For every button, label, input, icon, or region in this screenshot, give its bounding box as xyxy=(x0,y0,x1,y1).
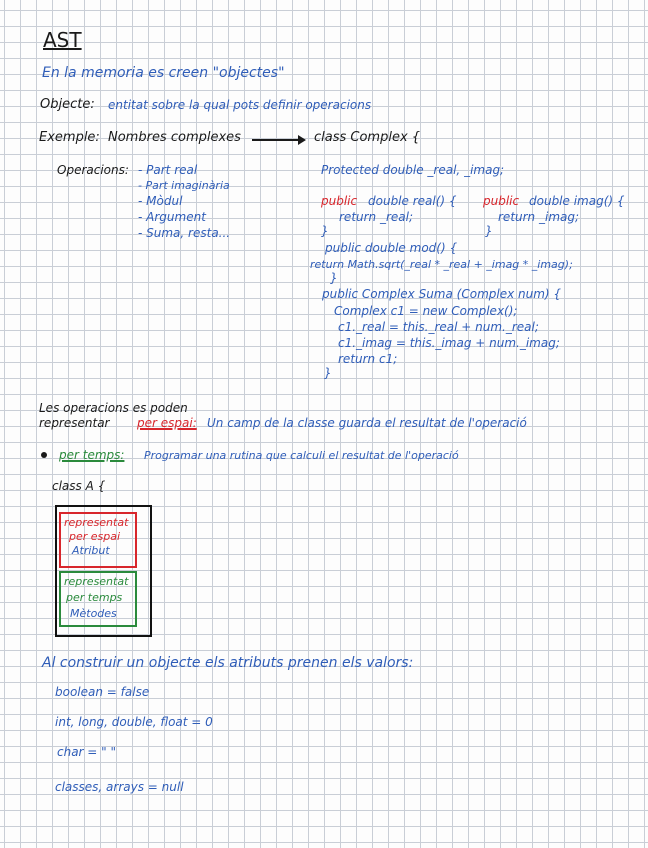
espai-box-line: per espai xyxy=(69,530,121,543)
operacio-item: - Part imaginària xyxy=(138,179,230,192)
code-suma-line: c1._imag = this._imag + num._imag; xyxy=(338,336,560,350)
constructor-heading: Al construir un objecte els atributs prenen els valors: xyxy=(42,655,414,671)
class-a-decl: class A { xyxy=(52,479,106,493)
code-mod-signature: public double mod() { xyxy=(325,241,458,255)
espai-box-line: representat xyxy=(64,516,129,529)
memoria-note: En la memoria es creen "objectes" xyxy=(42,65,285,81)
exemple-label: Exemple: xyxy=(39,130,100,145)
code-imag-return: return _imag; xyxy=(498,210,580,224)
per-espai-definition: Un camp de la classe guarda el resultat de l'operació xyxy=(207,416,527,430)
objecte-definition: entitat sobre la qual pots definir operacions xyxy=(108,98,372,112)
class-complex-decl: class Complex { xyxy=(314,130,421,145)
atribut-label: Atribut xyxy=(72,544,110,557)
per-espai-label: per espai: xyxy=(137,416,197,430)
exemple-text: Nombres complexes xyxy=(108,130,241,145)
code-real-return: return _real; xyxy=(339,210,414,224)
code-public-kw: public xyxy=(321,194,358,208)
objecte-label: Objecte: xyxy=(40,97,95,112)
per-temps-label: per temps: xyxy=(59,448,125,462)
operacio-item: - Part real xyxy=(138,163,198,177)
representar-word: representar xyxy=(39,416,110,430)
bullet-icon xyxy=(41,452,47,458)
code-suma-line: Complex c1 = new Complex(); xyxy=(334,304,518,318)
code-mod-return: return Math.sqrt(_real * _real + _imag * _imag); xyxy=(310,258,573,271)
code-suma-signature: public Complex Suma (Complex num) { xyxy=(322,287,562,301)
code-real-signature: double real() { xyxy=(368,194,457,208)
default-classes: classes, arrays = null xyxy=(55,780,184,794)
default-numeric: int, long, double, float = 0 xyxy=(55,715,213,729)
right-arrow-icon xyxy=(252,139,304,141)
per-temps-definition: Programar una rutina que calculi el resultat de l'operació xyxy=(144,449,459,462)
metodes-label: Mètodes xyxy=(70,607,117,620)
operacio-item: - Mòdul xyxy=(138,194,183,208)
code-public-kw: public xyxy=(483,194,520,208)
temps-box-line: per temps xyxy=(66,591,123,604)
operacions-label: Operacions: xyxy=(57,163,129,177)
code-close-brace: } xyxy=(485,224,493,238)
temps-box-line: representat xyxy=(64,575,129,588)
default-boolean: boolean = false xyxy=(55,685,150,699)
operacions-repr-line1: Les operacions es poden xyxy=(39,401,188,415)
code-protected: Protected double _real, _imag; xyxy=(321,163,505,177)
code-suma-line: c1._real = this._real + num._real; xyxy=(338,320,539,334)
page-title: AST xyxy=(43,28,82,52)
code-close-brace: } xyxy=(330,271,338,285)
operacio-item: - Suma, resta... xyxy=(138,226,231,240)
code-close-brace: } xyxy=(321,224,329,238)
code-suma-line: return c1; xyxy=(338,352,398,366)
default-char: char = " " xyxy=(57,745,117,759)
code-close-brace: } xyxy=(324,366,332,380)
code-imag-signature: double imag() { xyxy=(529,194,625,208)
operacio-item: - Argument xyxy=(138,210,206,224)
